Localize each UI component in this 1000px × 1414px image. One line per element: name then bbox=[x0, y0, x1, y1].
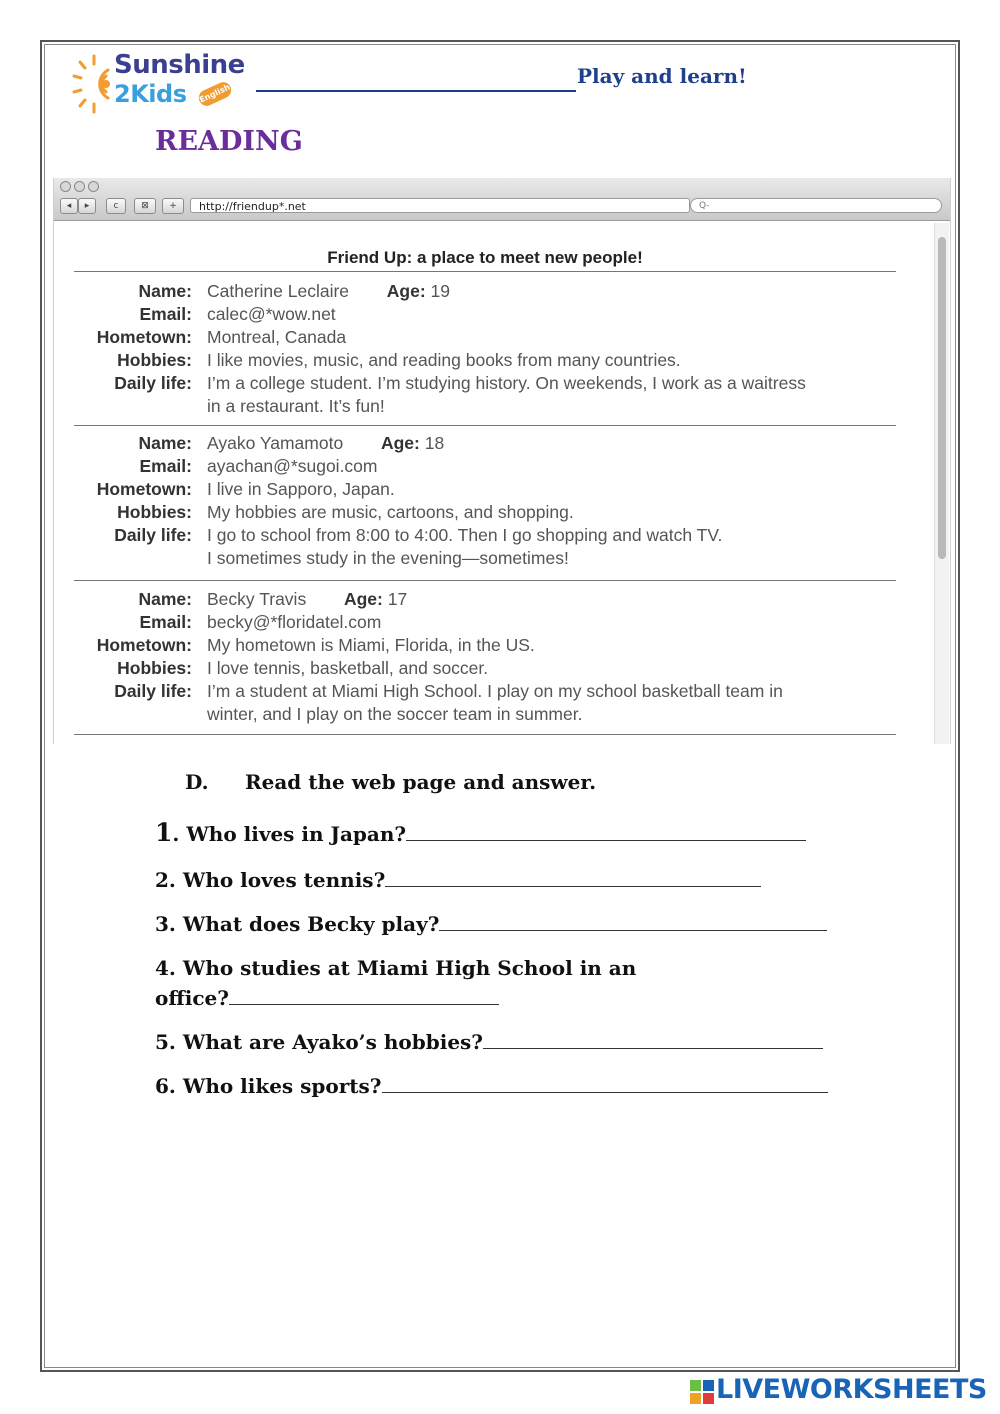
profile-row-name bbox=[54, 432, 914, 455]
question-4 bbox=[155, 956, 636, 980]
new-tab-button[interactable]: + bbox=[162, 198, 184, 214]
daily-life-label: Daily life: bbox=[114, 681, 192, 701]
logo-word-2kids: 2Kids bbox=[114, 80, 187, 108]
reload-button[interactable]: c bbox=[106, 198, 126, 214]
exercise-letter: D. bbox=[185, 770, 209, 794]
profile-card bbox=[54, 280, 914, 418]
window-zoom-icon bbox=[88, 181, 99, 192]
profile-name: Catherine Leclaire bbox=[207, 281, 350, 301]
question-text: office? bbox=[155, 986, 229, 1010]
profile-name: Becky Travis bbox=[207, 589, 307, 609]
profile-row-name bbox=[54, 280, 914, 303]
forward-button[interactable]: ▸ bbox=[78, 198, 96, 214]
profile-age: 18 bbox=[424, 433, 445, 453]
question-text: What are Ayako’s hobbies? bbox=[175, 1030, 484, 1054]
sunshine-2kids-logo bbox=[72, 50, 245, 116]
profile-age: 19 bbox=[430, 281, 451, 301]
question-6 bbox=[155, 1074, 828, 1098]
answer-blank[interactable] bbox=[382, 1076, 828, 1093]
answer-blank[interactable] bbox=[229, 988, 499, 1005]
name-label: Name: bbox=[138, 281, 192, 301]
name-label: Name: bbox=[138, 589, 192, 609]
question-4-continued bbox=[155, 986, 499, 1010]
browser-window bbox=[53, 178, 951, 744]
daily-life-line: winter, and I play on the soccer team in summer. bbox=[207, 704, 583, 724]
email-label: Email: bbox=[139, 456, 192, 476]
question-number: 1 bbox=[155, 818, 173, 847]
hometown-label: Hometown: bbox=[96, 327, 192, 347]
bookmark-button[interactable]: ⊠ bbox=[134, 198, 156, 214]
question-text: Who likes sports? bbox=[175, 1074, 382, 1098]
daily-life-label: Daily life: bbox=[114, 373, 192, 393]
question-number: 6. bbox=[155, 1074, 176, 1098]
window-minimize-icon bbox=[74, 181, 85, 192]
divider bbox=[74, 425, 896, 426]
sun-icon bbox=[72, 54, 116, 114]
profile-row-email bbox=[54, 611, 914, 634]
profile-hometown: Montreal, Canada bbox=[207, 327, 347, 347]
profile-row-hometown bbox=[54, 478, 914, 501]
profile-daily-life bbox=[207, 680, 897, 726]
profile-hometown: My hometown is Miami, Florida, in the US. bbox=[207, 635, 535, 655]
profile-value bbox=[207, 588, 897, 611]
question-2 bbox=[155, 868, 761, 892]
hobbies-label: Hobbies: bbox=[117, 502, 192, 522]
age-label: Age: bbox=[343, 589, 383, 609]
question-text: Who loves tennis? bbox=[175, 868, 386, 892]
name-label: Name: bbox=[138, 433, 192, 453]
daily-life-line: in a restaurant. It’s fun! bbox=[207, 396, 385, 416]
hometown-label: Hometown: bbox=[96, 635, 192, 655]
profile-value bbox=[207, 280, 897, 303]
hobbies-label: Hobbies: bbox=[117, 658, 192, 678]
profile-value bbox=[207, 432, 897, 455]
answer-blank[interactable] bbox=[385, 870, 761, 887]
answer-blank[interactable] bbox=[483, 1032, 823, 1049]
site-title: Friend Up: a place to meet new people! bbox=[327, 248, 643, 267]
profile-row-hometown bbox=[54, 326, 914, 349]
liveworksheets-icon bbox=[690, 1380, 714, 1404]
daily-life-label: Daily life: bbox=[114, 525, 192, 545]
browser-toolbar bbox=[54, 178, 950, 221]
profile-row-daily-life bbox=[54, 372, 914, 418]
profile-row-daily-life bbox=[54, 524, 914, 570]
section-title: READING bbox=[155, 126, 303, 157]
back-button[interactable]: ◂ bbox=[60, 198, 78, 214]
answer-blank[interactable] bbox=[439, 914, 827, 931]
question-number: 3. bbox=[155, 912, 176, 936]
profile-hobbies: My hobbies are music, cartoons, and shopping. bbox=[207, 502, 574, 522]
profile-email: ayachan@*sugoi.com bbox=[207, 456, 378, 476]
exercise-instruction: Read the web page and answer. bbox=[245, 770, 597, 794]
hometown-label: Hometown: bbox=[96, 479, 192, 499]
profile-hometown: I live in Sapporo, Japan. bbox=[207, 479, 395, 499]
window-close-icon bbox=[60, 181, 71, 192]
profile-row-hobbies bbox=[54, 501, 914, 524]
question-number: 2. bbox=[155, 868, 176, 892]
question-1 bbox=[155, 818, 806, 847]
profile-hobbies: I love tennis, basketball, and soccer. bbox=[207, 658, 489, 678]
liveworksheets-brand: LIVEWORKSHEETS bbox=[716, 1374, 987, 1405]
profile-row-name bbox=[54, 588, 914, 611]
profile-daily-life bbox=[207, 372, 897, 418]
search-input[interactable]: Q- bbox=[690, 198, 942, 213]
profile-email: calec@*wow.net bbox=[207, 304, 336, 324]
profile-email: becky@*floridatel.com bbox=[207, 612, 382, 632]
profile-row-email bbox=[54, 303, 914, 326]
age-label: Age: bbox=[380, 433, 420, 453]
profile-age: 17 bbox=[387, 589, 408, 609]
question-text: What does Becky play? bbox=[175, 912, 440, 936]
question-3 bbox=[155, 912, 827, 936]
profile-hobbies: I like movies, music, and reading books from many countries. bbox=[207, 350, 681, 370]
email-label: Email: bbox=[139, 612, 192, 632]
age-label: Age: bbox=[386, 281, 426, 301]
daily-life-line: I’m a student at Miami High School. I play on my school basketball team in bbox=[207, 681, 783, 701]
daily-life-line: I’m a college student. I’m studying history. On weekends, I work as a waitress bbox=[207, 373, 806, 393]
logo-badge-english: English bbox=[196, 80, 234, 109]
profile-row-hometown bbox=[54, 634, 914, 657]
profile-row-hobbies bbox=[54, 349, 914, 372]
daily-life-line: I sometimes study in the evening—sometimes! bbox=[207, 548, 569, 568]
question-number: 4. bbox=[155, 956, 176, 980]
question-number: 5. bbox=[155, 1030, 176, 1054]
divider bbox=[74, 734, 896, 735]
exercise-heading bbox=[185, 770, 596, 794]
question-5 bbox=[155, 1030, 823, 1054]
header-underline bbox=[256, 90, 576, 92]
profile-row-hobbies bbox=[54, 657, 914, 680]
scrollbar-thumb[interactable] bbox=[938, 237, 946, 559]
daily-life-line: I go to school from 8:00 to 4:00. Then I go shopping and watch TV. bbox=[207, 525, 723, 545]
divider bbox=[74, 580, 896, 581]
scrollbar[interactable] bbox=[934, 223, 949, 744]
question-text: Who studies at Miami High School in an bbox=[175, 956, 637, 980]
header-tagline: Play and learn! bbox=[577, 64, 747, 88]
profile-card bbox=[54, 432, 914, 570]
email-label: Email: bbox=[139, 304, 192, 324]
url-input[interactable]: http://friendup*.net bbox=[190, 198, 690, 213]
hobbies-label: Hobbies: bbox=[117, 350, 192, 370]
question-text: Who lives in Japan? bbox=[179, 822, 407, 846]
logo-word-sunshine: Sunshine bbox=[114, 50, 245, 80]
profile-row-email bbox=[54, 455, 914, 478]
profile-card bbox=[54, 588, 914, 726]
divider bbox=[74, 271, 896, 272]
profile-row-daily-life bbox=[54, 680, 914, 726]
profile-daily-life bbox=[207, 524, 897, 570]
answer-blank[interactable] bbox=[406, 824, 806, 841]
profile-name: Ayako Yamamoto bbox=[207, 433, 344, 453]
question-number-dot: . bbox=[172, 822, 180, 846]
